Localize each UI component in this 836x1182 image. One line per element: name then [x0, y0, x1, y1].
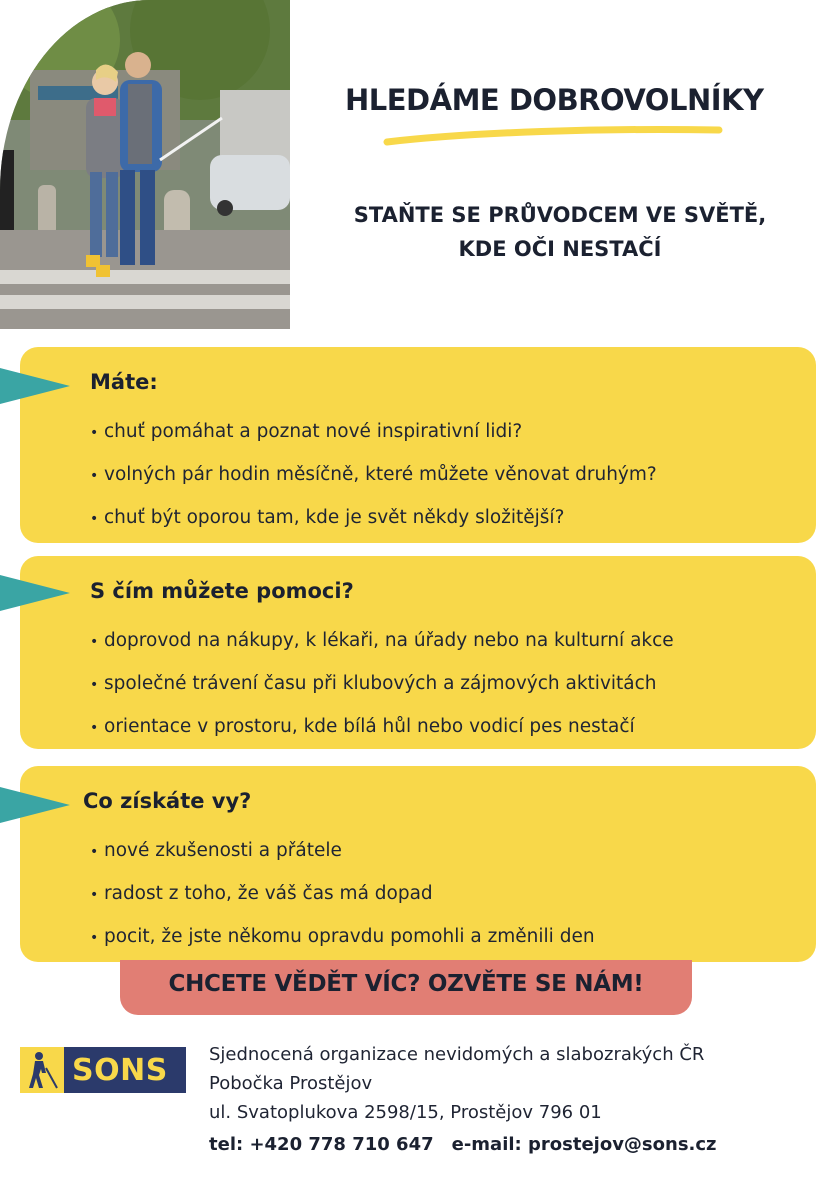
section-card-mate	[20, 347, 816, 543]
title-underline	[383, 120, 723, 150]
logo-text: SONS	[72, 1052, 168, 1088]
section-card-ziskate	[20, 766, 816, 962]
page-title: HLEDÁME DOBROVOLNÍKY	[345, 83, 764, 117]
teal-arrow-icon	[0, 787, 70, 823]
sons-logo	[20, 1047, 186, 1093]
section-list	[90, 830, 595, 959]
call-to-action-banner	[120, 960, 692, 1015]
email-link[interactable]: e-mail: prostejov@sons.cz	[451, 1134, 717, 1155]
section-title: Máte:	[90, 370, 158, 394]
list-item: • společné trávení času při klubových a zájmových aktivitách	[90, 673, 657, 694]
list-item: • chuť pomáhat a poznat nové inspirativní lidi?	[90, 421, 523, 442]
address: ul. Svatoplukova 2598/15, Prostějov 796 01	[209, 1102, 602, 1123]
subtitle	[325, 198, 795, 266]
teal-arrow-icon	[0, 575, 70, 611]
list-item: • volných pár hodin měsíčně, které můžete věnovat druhým?	[90, 464, 657, 485]
subtitle-line-1: STAŇTE SE PRŮVODCEM VE SVĚTĚ,	[353, 203, 767, 227]
section-title: Co získáte vy?	[83, 789, 252, 813]
contact-block	[209, 1040, 717, 1161]
subtitle-line-2: KDE OČI NESTAČÍ	[458, 237, 662, 261]
list-item: • doprovod na nákupy, k lékaři, na úřady nebo na kulturní akce	[90, 630, 674, 651]
section-card-pomoc	[20, 556, 816, 749]
phone-link[interactable]: tel: +420 778 710 647	[209, 1134, 434, 1155]
section-list	[90, 411, 657, 540]
teal-arrow-icon	[0, 368, 70, 404]
list-item: • nové zkušenosti a přátele	[90, 840, 342, 861]
org-name: Sjednocená organizace nevidomých a slabozrakých ČR	[209, 1044, 705, 1065]
hero-photo	[0, 0, 290, 329]
section-list	[90, 620, 674, 749]
branch-name: Pobočka Prostějov	[209, 1073, 373, 1094]
blind-walker-icon	[20, 1047, 64, 1093]
cta-text: CHCETE VĚDĚT VÍC? OZVĚTE SE NÁM!	[168, 971, 644, 997]
list-item: • chuť být oporou tam, kde je svět někdy složitější?	[90, 507, 565, 528]
contact-line	[209, 1129, 717, 1161]
list-item: • radost z toho, že váš čas má dopad	[90, 883, 433, 904]
section-title: S čím můžete pomoci?	[90, 579, 354, 603]
list-item: • orientace v prostoru, kde bílá hůl nebo vodicí pes nestačí	[90, 716, 635, 737]
list-item: • pocit, že jste někomu opravdu pomohli a změnili den	[90, 926, 595, 947]
